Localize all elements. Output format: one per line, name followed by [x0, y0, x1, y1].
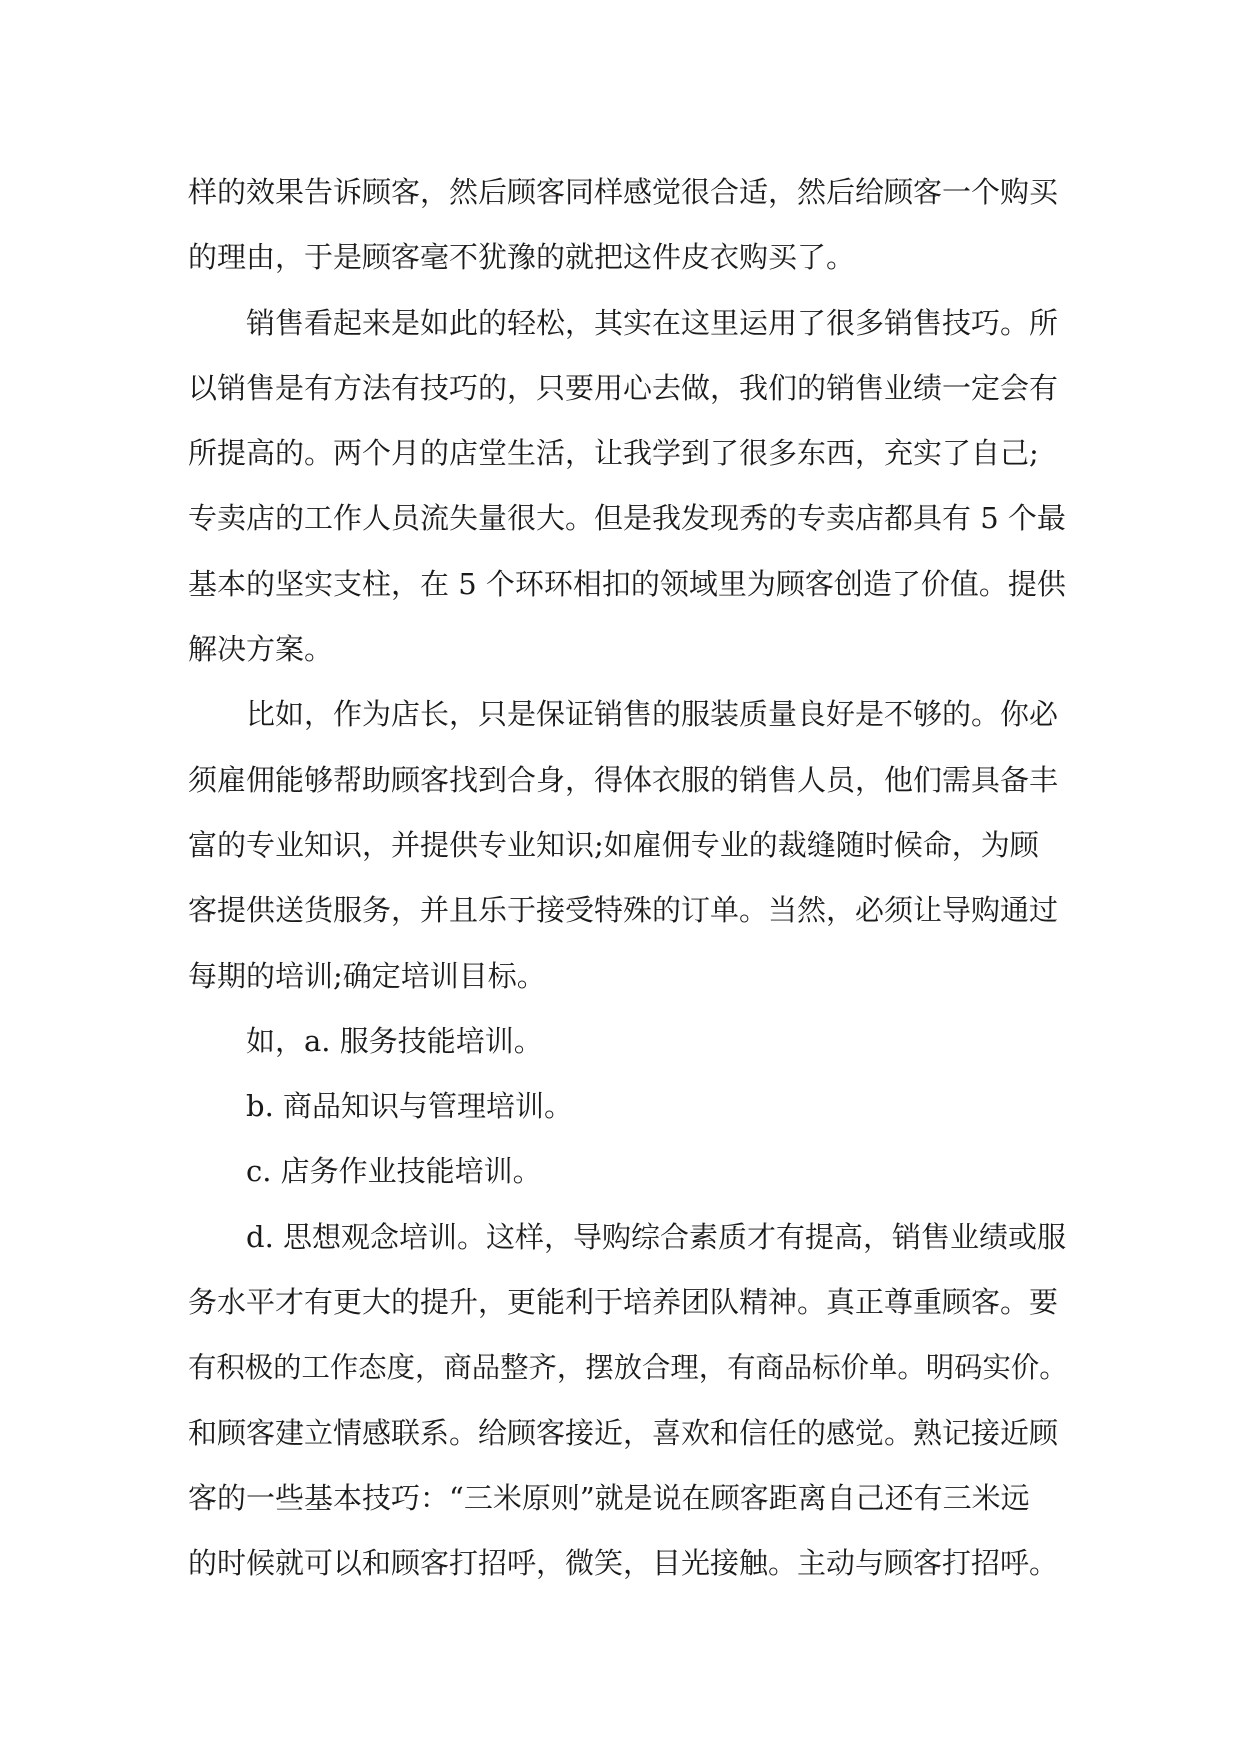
- text-line: 解决方案。: [188, 632, 334, 667]
- text-line: 务水平才有更大的提升，更能利于培养团队精神。真正尊重顾客。要: [188, 1285, 1059, 1320]
- text-line: d. 思想观念培训。这样，导购综合素质才有提高，销售业绩或服: [246, 1219, 1067, 1254]
- text-line: 以销售是有方法有技巧的，只要用心去做，我们的销售业绩一定会有: [188, 370, 1059, 405]
- text-line: 销售看起来是如此的轻松，其实在这里运用了很多销售技巧。所: [246, 305, 1059, 340]
- text-line: 所提高的。两个月的店堂生活，让我学到了很多东西，充实了自己;: [188, 436, 1039, 471]
- text-line: 富的专业知识，并提供专业知识;如雇佣专业的裁缝随时候命，为顾: [188, 827, 1039, 862]
- text-line: 客提供送货服务，并且乐于接受特殊的订单。当然，必须让导购通过: [188, 893, 1059, 928]
- text-line: 专卖店的工作人员流失量很大。但是我发现秀的专卖店都具有 5 个最: [188, 501, 1066, 536]
- text-line: c. 店务作业技能培训。: [246, 1154, 542, 1189]
- text-line: 基本的坚实支柱，在 5 个环环相扣的领域里为顾客创造了价值。提供: [188, 566, 1066, 601]
- text-line: 样的效果告诉顾客，然后顾客同样感觉很合适，然后给顾客一个购买: [188, 175, 1059, 209]
- text-line: 的时候就可以和顾客打招呼，微笑，目光接触。主动与顾客打招呼。: [188, 1546, 1059, 1581]
- text-line: b. 商品知识与管理培训。: [246, 1089, 574, 1124]
- text-line: 客的一些基本技巧：“三米原则”就是说在顾客距离自己还有三米远: [188, 1480, 1030, 1515]
- text-line: 须雇佣能够帮助顾客找到合身，得体衣服的销售人员，他们需具备丰: [188, 762, 1059, 797]
- text-line: 有积极的工作态度，商品整齐，摆放合理，有商品标价单。明码实价。: [188, 1351, 1068, 1385]
- text-line: 的理由，于是顾客毫不犹豫的就把这件皮衣购买了。: [188, 240, 856, 275]
- text-line: 每期的培训;确定培训目标。: [188, 958, 546, 993]
- document-body: [188, 160, 1068, 1597]
- text-line: 和顾客建立情感联系。给顾客接近，喜欢和信任的感觉。熟记接近顾: [188, 1415, 1059, 1450]
- text-line: 比如，作为店长，只是保证销售的服装质量良好是不够的。你必: [246, 697, 1059, 732]
- text-line: 如，a. 服务技能培训。: [246, 1023, 543, 1058]
